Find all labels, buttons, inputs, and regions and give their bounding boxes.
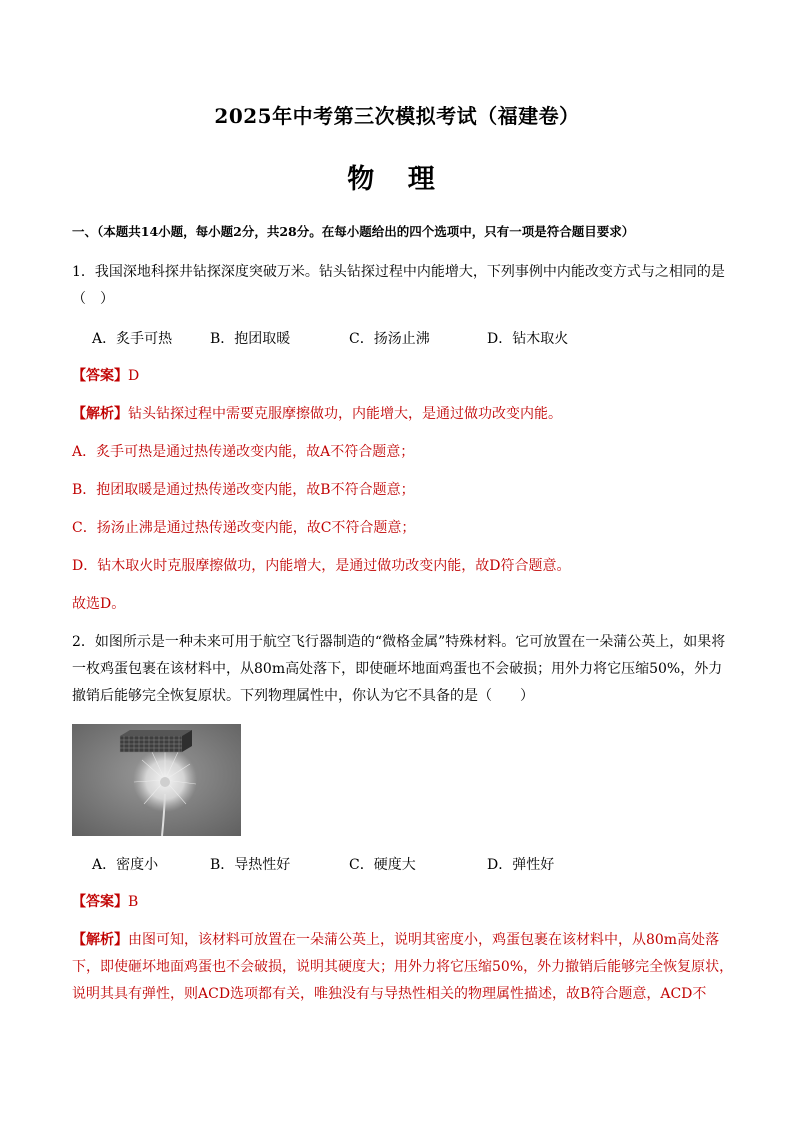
q2-options <box>92 854 692 874</box>
q2-analysis-line2: 下，即使砸坏地面鸡蛋也不会破损，说明其硬度大；用外力将它压缩50%，外力撤销后能够完全恢复原状， <box>72 959 734 975</box>
dandelion-photo-icon <box>72 724 241 836</box>
answer-value: B <box>128 894 139 910</box>
q1-analysis <box>72 404 722 424</box>
q2-analysis-line1 <box>72 930 722 950</box>
dandelion-photo <box>72 724 241 836</box>
q1-explain-a: A．炙手可热是通过热传递改变内能，故A不符合题意； <box>72 444 415 460</box>
q1-option-d: D．钻木取火 <box>487 331 569 347</box>
q1-option-a: A．炙手可热 <box>92 331 173 347</box>
q2-stem-line1: 2．如图所示是一种未来可用于航空飞行器制造的“微格金属”特殊材料。它可放置在一朵蒲公英上，如果将 <box>72 634 726 650</box>
q1-options <box>92 328 692 348</box>
q1-answer <box>72 366 722 386</box>
q2-stem-line3: 撤销后能够完全恢复原状。下列物理属性中，你认为它不具备的是（ ） <box>72 688 534 704</box>
q1-stem-line1: 1．我国深地科探井钻探深度突破万米。钻头钻探过程中内能增大，下列事例中内能改变方式与之相同的是 <box>72 264 725 280</box>
q2-option-b: B．导热性好 <box>210 857 291 873</box>
q2-analysis-line3: 说明其具有弹性，则ACD选项都有关，唯独没有与导热性相关的物理属性描述，故B符合题意，ACD不 <box>72 986 707 1002</box>
analysis-text: 由图可知，该材料可放置在一朵蒲公英上，说明其密度小，鸡蛋包裹在该材料中，从80m高处落 <box>128 932 720 948</box>
q2-answer <box>72 892 722 912</box>
q1-explain-b: B．抱团取暖是通过热传递改变内能，故B不符合题意； <box>72 482 415 498</box>
analysis-tag: 【解析】 <box>72 932 128 948</box>
exam-title: 2025年中考第三次模拟考试（福建卷） <box>214 104 580 128</box>
q1-option-c: C．扬汤止沸 <box>349 331 430 347</box>
q1-stem-line2: （ ） <box>72 291 114 307</box>
answer-value: D <box>128 368 140 384</box>
q1-explain-d: D．钻木取火时克服摩擦做功，内能增大，是通过做功改变内能，故D符合题意。 <box>72 558 571 574</box>
q1-option-b: B．抱团取暖 <box>210 331 291 347</box>
analysis-tag: 【解析】 <box>72 406 128 422</box>
section-heading: 一、（本题共14小题，每小题2分，共28分。在每小题给出的四个选项中，只有一项是符合题目要求） <box>72 224 635 239</box>
analysis-text: 钻头钻探过程中需要克服摩擦做功，内能增大，是通过做功改变内能。 <box>128 406 562 422</box>
subject-title: 物 理 <box>347 164 447 195</box>
q1-explain-c: C．扬汤止沸是通过热传递改变内能，故C不符合题意； <box>72 520 416 536</box>
answer-tag: 【答案】 <box>72 894 128 910</box>
answer-tag: 【答案】 <box>72 368 128 384</box>
q2-stem-line2: 一枚鸡蛋包裹在该材料中，从80m高处落下，即使砸坏地面鸡蛋也不会破损；用外力将它压缩50%，外力 <box>72 661 723 677</box>
q1-conclusion: 故选D。 <box>72 596 126 612</box>
q2-option-c: C．硬度大 <box>349 857 416 873</box>
q2-option-d: D．弹性好 <box>487 857 555 873</box>
q2-option-a: A．密度小 <box>92 857 159 873</box>
